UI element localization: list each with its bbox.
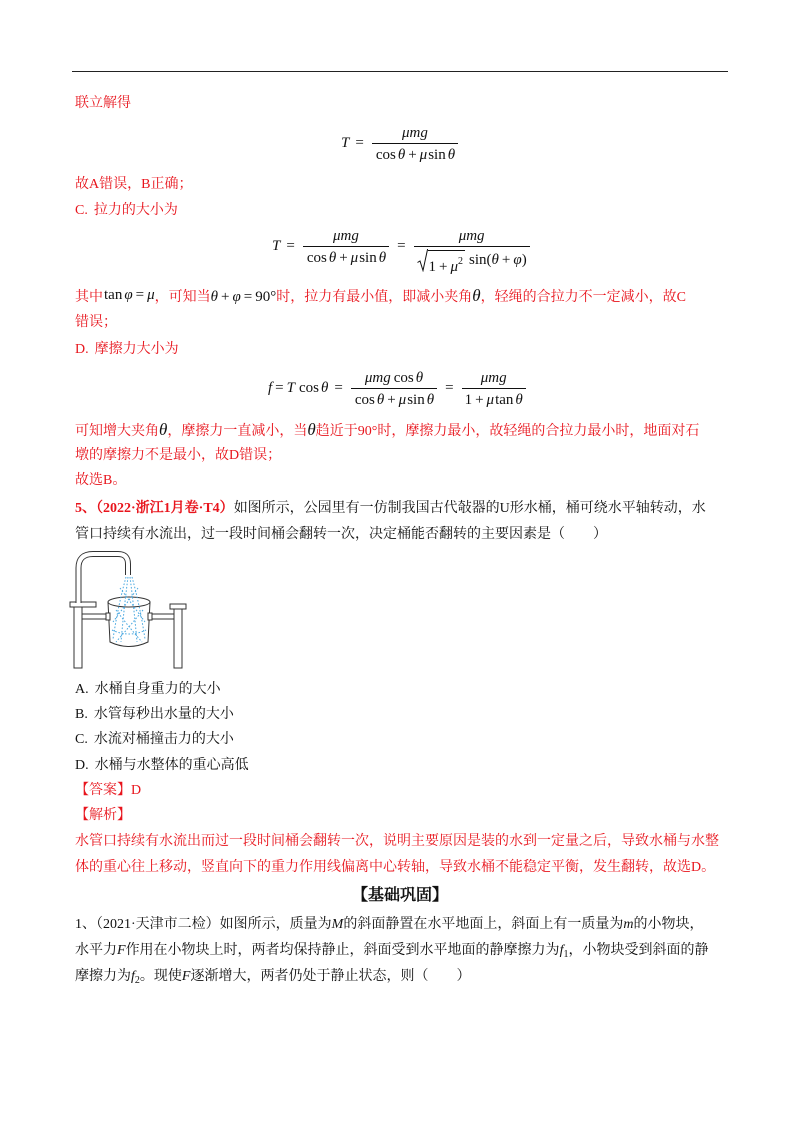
text-run: ，轻绳的合拉力不一定减小，故C <box>480 290 686 305</box>
formula-friction <box>268 369 528 409</box>
math-function: sin <box>407 392 425 408</box>
math-symbol: μ <box>147 287 155 303</box>
option-text: 摩擦力大小为 <box>94 342 179 357</box>
formula-lhs: T <box>341 135 350 151</box>
tan-condition-line <box>75 286 686 308</box>
inline-math-tan <box>103 287 155 303</box>
formula-fraction <box>351 369 437 409</box>
option-text: 水桶自身重力的大小 <box>94 682 221 697</box>
math-exponent: 2 <box>458 255 464 267</box>
math-subscript: 2 <box>134 975 140 986</box>
math-symbol: F <box>117 943 126 958</box>
math-symbol: μ <box>350 250 359 266</box>
text-run: 趋近于90°时，摩擦力最小，故轻绳的合拉力最小时，地面对石 <box>315 424 700 439</box>
math-operator: = <box>135 287 145 303</box>
left-axle <box>82 614 108 619</box>
water-stream <box>112 577 146 642</box>
math-symbol: μ <box>486 392 495 408</box>
text-run: 水平力 <box>75 943 117 958</box>
formula-tension-expanded <box>272 227 532 276</box>
q1-stem-line-2 <box>75 941 708 965</box>
water-pipe <box>79 554 129 603</box>
math-operator: = <box>243 289 253 305</box>
formula-equals: = <box>397 238 406 254</box>
math-function: tan <box>495 392 514 408</box>
math-operator: + <box>221 289 230 305</box>
math-symbol: θ <box>328 250 337 266</box>
math-symbol: θ <box>397 147 406 163</box>
option-text: 水桶与水整体的重心高低 <box>94 758 249 773</box>
fraction-denominator <box>462 388 526 409</box>
math-symbol: θ <box>426 392 435 408</box>
square-root <box>417 249 466 276</box>
text-run: 的小物块， <box>633 917 704 932</box>
tan-condition-line-cont: 错误； <box>75 315 117 330</box>
bucket-rim <box>108 597 150 607</box>
math-symbol: T <box>286 380 295 396</box>
math-symbol: μ <box>450 258 459 275</box>
q5-analysis-line-1: 水管口持续有水流出而过一段时间桶会翻转一次，说明主要原因是装的水到一定量之后，导致水桶与水整 <box>75 834 719 849</box>
math-operator: + <box>475 392 484 408</box>
option-label: D. <box>75 342 89 357</box>
bucket-pivot-right <box>148 613 152 620</box>
math-symbol: M <box>331 917 344 932</box>
math-symbol: φ <box>232 289 241 305</box>
friction-analysis-line-cont: 墩的摩擦力不是最小，故D错误； <box>75 448 282 463</box>
math-operator: + <box>439 258 448 275</box>
q5-option-d <box>75 756 249 776</box>
option-label: B. <box>75 707 88 722</box>
formula-lhs: T <box>272 238 281 254</box>
math-symbol: θ <box>415 370 424 386</box>
math-operator: + <box>501 252 511 268</box>
fraction-denominator <box>351 388 437 409</box>
q5-answer <box>75 781 141 801</box>
text-run: 1、（2021·天津市二检）如图所示，质量为 <box>75 917 332 932</box>
math-symbol: θ <box>515 392 523 408</box>
q5-analysis-line-2: 体的重心往上移动，竖直向下的重力作用线偏离中心转轴，导致水桶不能稳定平衡，发生翻转，故选D。 <box>75 860 716 875</box>
option-label: A. <box>75 682 89 697</box>
text-run: 摩擦力为 <box>75 969 131 984</box>
formula-equals: = <box>445 380 454 396</box>
radicand <box>428 250 466 276</box>
math-operator: + <box>387 392 396 408</box>
math-paren: ) <box>521 252 527 268</box>
radical-sign <box>417 249 428 272</box>
right-post-cap <box>170 604 186 609</box>
text-run: 逐渐增大，两者仍处于静止状态，则（ ） <box>190 969 471 984</box>
q5-stem-line-1 <box>75 499 706 519</box>
text-run: 可知增大夹角 <box>75 424 159 439</box>
option-label: C. <box>75 732 88 747</box>
math-symbol: θ <box>447 147 456 163</box>
text-run: ，小物块受到斜面的静 <box>568 943 709 958</box>
tilting-bucket-figure <box>66 546 196 670</box>
math-function: cos <box>298 380 319 396</box>
friction-analysis-line <box>75 420 699 442</box>
option-label: C. <box>75 203 88 218</box>
q5-stem-line-2: 管口持续有水流出，过一段时间桶会翻转一次，决定桶能否翻转的主要因素是（ ） <box>75 527 607 542</box>
header-rule <box>72 71 728 72</box>
fraction-denominator <box>414 246 530 276</box>
q1-stem-line-1 <box>75 915 703 935</box>
math-symbol: θ <box>159 420 168 439</box>
answer-value: D <box>131 783 142 798</box>
math-symbol: f <box>268 380 273 396</box>
option-c-analysis <box>75 201 178 221</box>
text-run: ，摩擦力一直减小，当 <box>167 424 308 439</box>
formula-equals: = <box>334 380 343 396</box>
fraction-numerator <box>362 369 426 388</box>
ab-conclusion: 故A错误，B正确； <box>75 177 193 192</box>
q5-option-c <box>75 730 234 750</box>
option-text: 水流对桶撞击力的大小 <box>93 732 234 747</box>
right-post <box>174 608 182 668</box>
math-symbol: μ <box>398 392 407 408</box>
math-operator: + <box>408 147 417 163</box>
math-function: cos <box>393 370 414 386</box>
question-number: 5、 <box>75 501 96 516</box>
left-post <box>74 606 82 668</box>
q5-option-b <box>75 705 234 725</box>
math-symbol: φ <box>124 287 133 303</box>
math-symbol: θ <box>376 392 385 408</box>
text-run: 。现使 <box>139 969 182 984</box>
math-symbol: f <box>559 943 564 958</box>
formula-fraction <box>414 227 530 276</box>
math-symbol: φ <box>513 252 522 268</box>
math-symbol: θ <box>307 420 316 439</box>
text-run: 作用在小物块上时，两者均保持静止，斜面受到水平地面的静摩擦力为 <box>125 943 560 958</box>
formula-fraction <box>303 227 389 267</box>
math-number: 90° <box>255 289 277 305</box>
math-number: 1 <box>428 258 437 275</box>
answer-label: 【答案】 <box>75 783 131 798</box>
water-pipe-inner <box>79 554 129 603</box>
math-symbol: θ <box>320 380 329 396</box>
inline-math-angle-sum <box>211 289 277 305</box>
math-function: sin <box>359 250 377 266</box>
fraction-numerator: μmg <box>402 125 428 141</box>
math-symbol: θ <box>491 252 499 268</box>
formula-equals: = <box>355 135 364 151</box>
q5-analysis-label: 【解析】 <box>75 808 131 823</box>
formula-lhs <box>268 379 328 397</box>
fraction-numerator: μmg <box>333 228 359 244</box>
math-number: 1 <box>464 392 473 408</box>
fraction-numerator: μmg <box>480 370 507 386</box>
fraction-numerator: μmg <box>458 228 485 244</box>
math-function: tan <box>104 287 123 303</box>
text-run: 其中 <box>75 290 103 305</box>
math-function: cos <box>375 147 396 163</box>
bucket-pivot-left <box>106 613 110 620</box>
text-run: 的斜面静置在水平地面上，斜面上有一质量为 <box>343 917 624 932</box>
math-symbol: θ <box>472 286 481 305</box>
q5-option-a <box>75 680 221 700</box>
math-operator: + <box>339 250 348 266</box>
math-symbol: θ <box>210 289 219 305</box>
option-label: D. <box>75 758 89 773</box>
math-function: sin <box>428 147 446 163</box>
math-symbol: μ <box>419 147 428 163</box>
math-symbol: f <box>131 969 135 984</box>
math-symbol: θ <box>378 250 387 266</box>
question-source: （2022·浙江1月卷·T4） <box>96 501 234 516</box>
solution-intro: 联立解得 <box>75 96 131 111</box>
math-subscript: 1 <box>563 949 569 960</box>
left-post-cap <box>70 602 96 607</box>
final-choice: 故选B。 <box>75 473 127 488</box>
right-axle <box>150 614 174 619</box>
math-function: sin( <box>469 252 492 268</box>
option-text: 拉力的大小为 <box>93 203 178 218</box>
math-symbol: m <box>623 917 634 932</box>
formula-equals: = <box>286 238 295 254</box>
formula-tension <box>341 124 460 164</box>
sine-term <box>469 251 527 269</box>
text-run: 时，拉力有最小值，即减小夹角 <box>276 290 473 305</box>
bucket-body <box>108 602 150 647</box>
math-function: cos <box>354 392 375 408</box>
formula-fraction <box>462 369 526 409</box>
question-stem: 如图所示，公园里有一仿制我国古代敧器的U形水桶，桶可绕水平轴转动，水 <box>233 501 706 516</box>
fraction-denominator <box>303 246 389 267</box>
option-text: 水管每秒出水量的大小 <box>93 707 234 722</box>
math-operator: = <box>275 380 284 396</box>
section-title: 【基础巩固】 <box>351 887 448 904</box>
q1-stem-line-3 <box>75 967 470 991</box>
option-d-analysis <box>75 340 179 360</box>
fraction-denominator <box>372 143 458 164</box>
math-function: cos <box>306 250 327 266</box>
formula-fraction <box>372 124 458 164</box>
text-run: ，可知当 <box>154 290 211 305</box>
math-symbol: F <box>181 969 191 984</box>
math-symbol: μmg <box>364 370 391 386</box>
